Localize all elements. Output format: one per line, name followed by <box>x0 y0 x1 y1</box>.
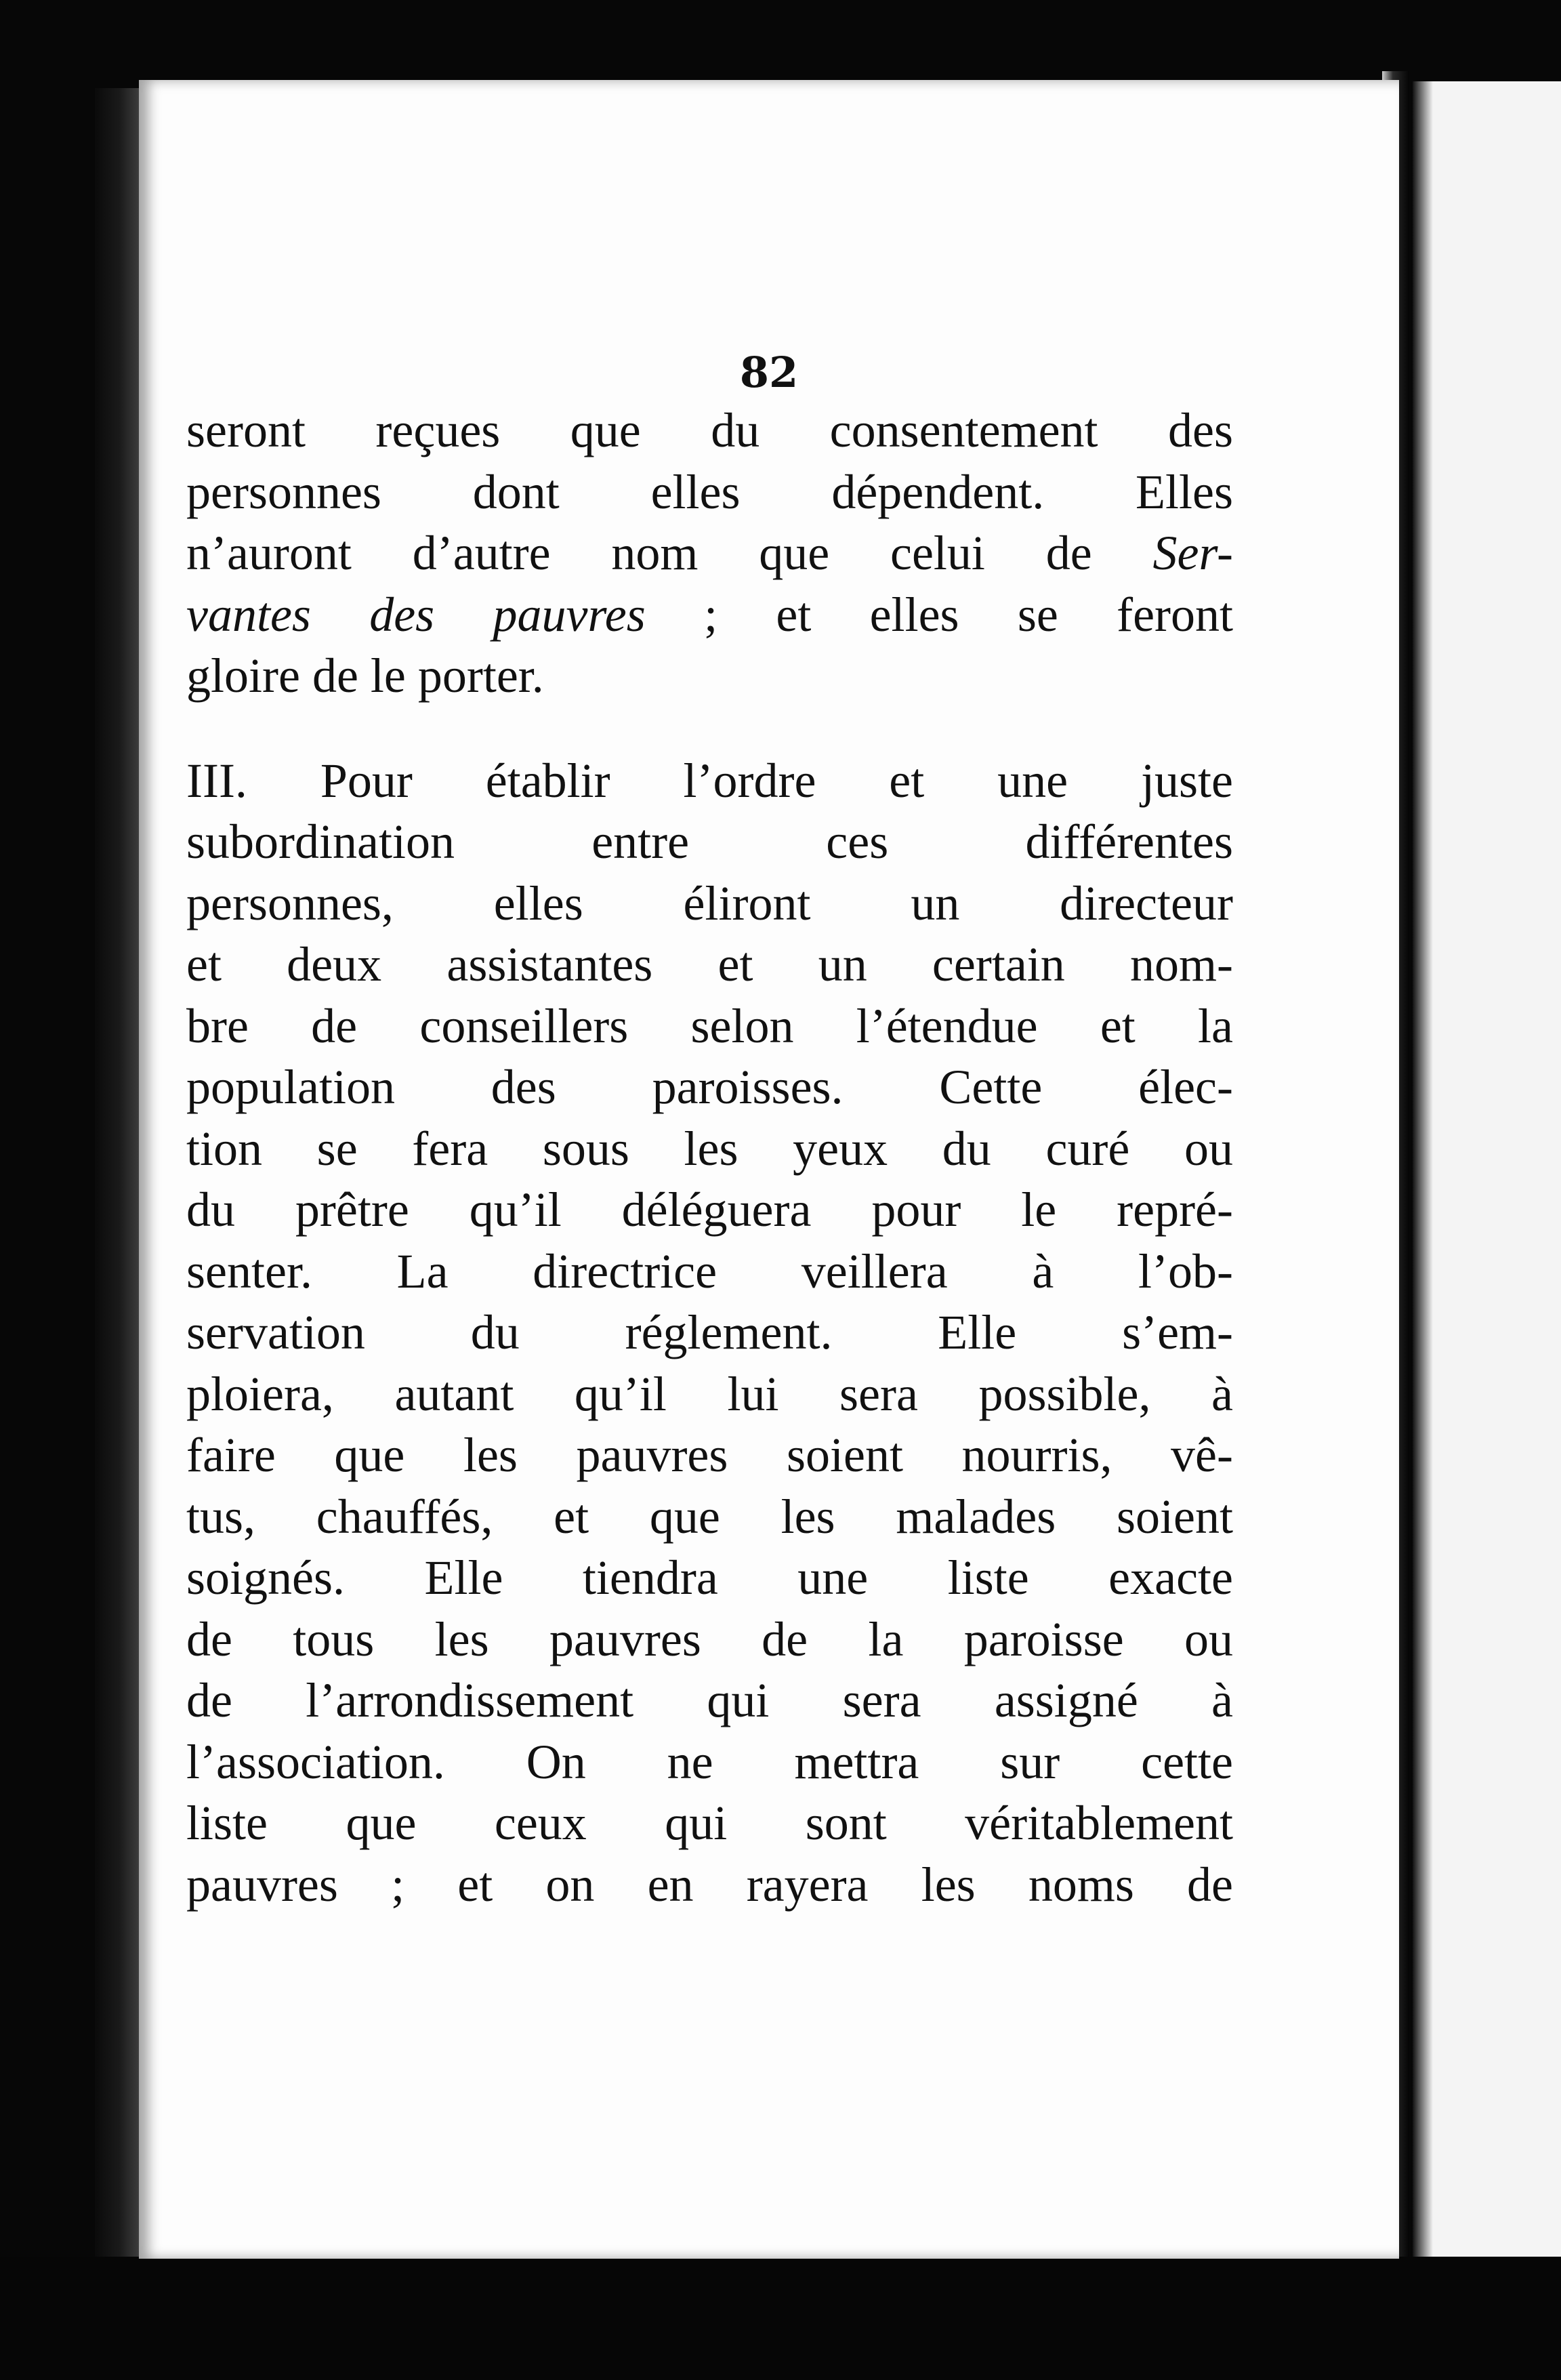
text-line <box>186 522 1233 584</box>
text-line: de l’arrondissement qui sera assigné à <box>186 1673 1233 1727</box>
text-line: personnes dont elles dépendent. Elles <box>186 464 1233 519</box>
text-line: seront reçues que du consentement des <box>186 403 1233 457</box>
text-line: de tous les pauvres de la paroisse ou <box>186 1612 1233 1666</box>
text-line: liste que ceux qui sont véritablement <box>186 1796 1233 1850</box>
scan-bottom-margin <box>0 2257 1561 2380</box>
text-line: senter. La directrice veillera à l’ob- <box>186 1244 1233 1298</box>
page-number: 82 <box>739 348 799 397</box>
text-line: servation du réglement. Elle s’em- <box>186 1305 1233 1359</box>
text-line: bre de conseillers selon l’étendue et la <box>186 998 1233 1053</box>
text-line: pauvres ; et on en rayera les noms de <box>186 1857 1233 1912</box>
italic-run: Ser- <box>1152 526 1233 580</box>
text-line: faire que les pauvres soient nourris, vê- <box>186 1428 1233 1482</box>
text-line <box>186 584 1233 646</box>
text-run: ; et elles se feront <box>645 587 1234 642</box>
text-line: et deux assistantes et un certain nom- <box>186 937 1233 991</box>
paragraph-2 <box>186 750 1233 1916</box>
text-line: l’association. On ne mettra sur cette <box>186 1734 1233 1789</box>
paragraph-gap <box>186 707 1233 750</box>
text-line: soignés. Elle tiendra une liste exacte <box>186 1551 1233 1605</box>
paragraph-1 <box>186 400 1233 707</box>
text-line: III. Pour établir l’ordre et une juste <box>186 753 1233 808</box>
text-line: tion se fera sous les yeux du curé ou <box>186 1121 1233 1176</box>
text-line: gloire de le porter. <box>186 649 544 703</box>
text-line: subordination entre ces différentes <box>186 815 1233 869</box>
text-line: tus, chauffés, et que les malades soient <box>186 1489 1233 1544</box>
text-run: n’auront d’autre nom que celui de <box>186 526 1153 580</box>
page-body-text <box>186 400 1233 1915</box>
text-line: ploiera, autant qu’il lui sera possible, à <box>186 1366 1233 1421</box>
text-line: du prêtre qu’il déléguera pour le repré- <box>186 1183 1233 1237</box>
italic-run: vantes des pauvres <box>186 587 646 642</box>
adjacent-page <box>1413 81 1561 2263</box>
text-line: population des paroisses. Cette élec- <box>186 1060 1233 1114</box>
adjacent-page-shadow <box>1413 81 1433 2263</box>
text-line: personnes, elles éliront un directeur <box>186 876 1233 930</box>
